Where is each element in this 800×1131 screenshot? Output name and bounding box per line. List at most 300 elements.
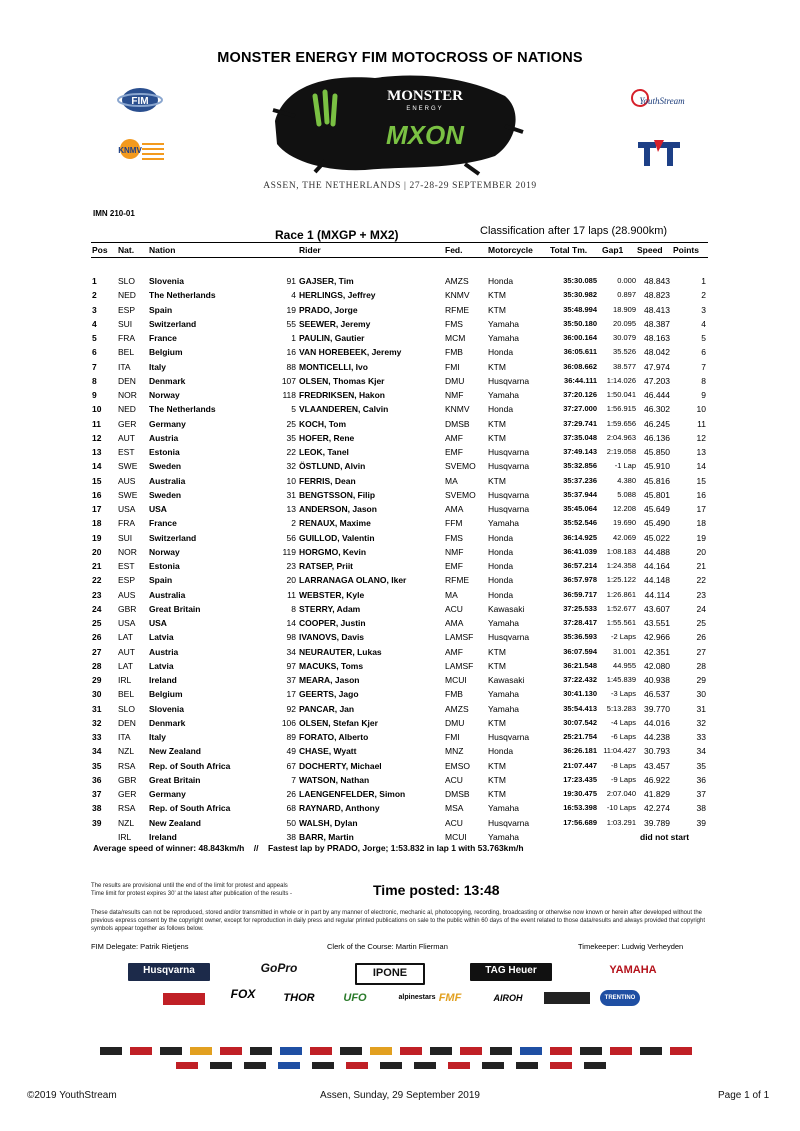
- cell-speed: 45.649: [644, 504, 670, 514]
- knmv-logo: [118, 137, 168, 173]
- cell-fed: KNMV: [445, 404, 470, 415]
- cell-points: 17: [696, 504, 706, 514]
- cell-nat: NED: [118, 404, 136, 415]
- cell-nation: Belgium: [149, 347, 183, 358]
- cell-rider: OLSEN, Thomas Kjer: [299, 375, 385, 386]
- sponsor-fox: FOX: [230, 987, 256, 1001]
- header-points: Points: [673, 245, 699, 255]
- header-total-time: Total Tm.: [550, 245, 588, 255]
- cell-rider: STERRY, Adam: [299, 603, 361, 614]
- sponsor-mini-logo: [380, 1062, 402, 1069]
- header-speed: Speed: [637, 245, 663, 255]
- cell-motorcycle: Husqvarna: [488, 489, 530, 500]
- sponsor-mini-logo: [516, 1062, 538, 1069]
- cell-nation: New Zealand: [149, 746, 201, 757]
- cell-nat: RSA: [118, 803, 136, 814]
- sponsor-husqvarna: Husqvarna: [128, 963, 210, 981]
- cell-rider: HOFER, Rene: [299, 432, 355, 443]
- cell-number: 13: [286, 504, 296, 514]
- clerk-of-course: Clerk of the Course: Martin Flierman: [327, 942, 448, 951]
- cell-motorcycle: Yamaha: [488, 689, 520, 700]
- table-row: [0, 687, 800, 701]
- table-row: [0, 673, 800, 687]
- table-row: [0, 588, 800, 602]
- cell-motorcycle: Honda: [488, 746, 514, 757]
- cell-gap: 30.079: [613, 333, 636, 342]
- cell-fed: AMF: [445, 432, 463, 443]
- cell-gap: -6 Laps: [610, 732, 636, 741]
- cell-nation: Austria: [149, 432, 179, 443]
- cell-pos: 24: [92, 603, 102, 614]
- cell-rider: DOCHERTY, Michael: [299, 760, 382, 771]
- cell-pos: 5: [92, 333, 97, 343]
- cell-pos: 6: [92, 347, 97, 358]
- cell-pos: 15: [92, 475, 102, 486]
- cell-speed: 44.148: [644, 575, 670, 586]
- cell-rider: KOCH, Tom: [299, 418, 347, 429]
- cell-nation: The Netherlands: [149, 290, 216, 301]
- cell-motorcycle: KTM: [488, 418, 506, 429]
- sponsor-mini-logo: [490, 1047, 512, 1055]
- cell-gap: 1:56.915: [606, 404, 636, 414]
- cell-points: 20: [696, 546, 706, 557]
- table-row: [0, 516, 800, 530]
- cell-gap: 1:25.122: [606, 575, 636, 585]
- cell-pos: 17: [92, 504, 102, 514]
- cell-speed: 45.801: [644, 489, 670, 500]
- cell-fed: ACU: [445, 817, 463, 828]
- average-speed-line: Average speed of winner: 48.843km/h // Fastest lap by PRADO, Jorge; 1:53.832 in lap 1 with 53.763km/h: [93, 843, 524, 853]
- cell-fed: MSA: [445, 803, 464, 814]
- cell-nat: AUT: [118, 432, 135, 443]
- cell-total-time: 36:00.164: [563, 333, 597, 342]
- cell-number: 67: [286, 760, 296, 771]
- table-row: [0, 445, 800, 459]
- table-row: [0, 345, 800, 359]
- cell-fed: AMA: [445, 618, 464, 628]
- cell-gap: 1:08.183: [606, 546, 636, 556]
- cell-total-time: 36:57.978: [563, 575, 597, 585]
- fim-logo: [117, 85, 163, 115]
- monster-wordmark: MONSTER: [387, 88, 463, 104]
- cell-motorcycle: KTM: [488, 646, 506, 657]
- cell-points: 12: [696, 432, 706, 443]
- cell-number: 31: [286, 489, 296, 500]
- cell-gap: 42.069: [613, 532, 636, 542]
- cell-nation: Switzerland: [149, 532, 197, 543]
- cell-rider: WALSH, Dylan: [299, 817, 358, 828]
- cell-total-time: 37:28.417: [563, 618, 597, 627]
- table-row: [0, 559, 800, 573]
- cell-motorcycle: Honda: [488, 589, 514, 600]
- cell-rider: VLAANDEREN, Calvin: [299, 404, 389, 415]
- cell-pos: 7: [92, 361, 97, 372]
- cell-pos: 39: [92, 817, 102, 828]
- cell-motorcycle: Yamaha: [488, 803, 520, 814]
- table-row: [0, 645, 800, 659]
- table-row: [0, 659, 800, 673]
- cell-nation: Norway: [149, 546, 180, 557]
- cell-number: 8: [291, 603, 296, 614]
- sponsor-mini-logo: [176, 1062, 198, 1069]
- cell-number: 88: [286, 361, 296, 372]
- sponsor-mini-logo: [280, 1047, 302, 1055]
- cell-total-time: 36:26.181: [563, 746, 597, 756]
- sponsor-mini-logo: [482, 1062, 504, 1069]
- cell-speed: 39.770: [644, 703, 670, 714]
- cell-total-time: 19:30.475: [563, 789, 597, 798]
- cell-number: 38: [286, 831, 296, 842]
- table-row: [0, 402, 800, 416]
- footer-copyright: ©2019 YouthStream: [27, 1090, 117, 1101]
- table-row: [0, 602, 800, 616]
- table-row: [0, 801, 800, 815]
- cell-number: 4: [291, 290, 296, 301]
- cell-gap: -9 Laps: [610, 774, 636, 784]
- cell-pos: 35: [92, 760, 102, 771]
- cell-rider: ANDERSON, Jason: [299, 504, 377, 514]
- cell-total-time: 37:35.048: [563, 432, 597, 442]
- cell-fed: EMF: [445, 561, 463, 571]
- cell-total-time: 36:08.662: [563, 361, 597, 371]
- cell-speed: 42.080: [644, 660, 670, 671]
- cell-pos: 21: [92, 561, 102, 571]
- cell-motorcycle: Kawasaki: [488, 675, 525, 685]
- cell-rider: CHASE, Wyatt: [299, 746, 357, 757]
- cell-pos: 34: [92, 746, 102, 757]
- cell-motorcycle: Yamaha: [488, 831, 520, 842]
- cell-gap: 1:14.026: [606, 375, 636, 385]
- cell-motorcycle: Honda: [488, 561, 514, 571]
- table-row: [0, 787, 800, 801]
- cell-gap: -3 Laps: [610, 689, 636, 699]
- cell-fed: LAMSF: [445, 660, 474, 671]
- cell-number: 23: [286, 561, 296, 571]
- cell-nation: Rep. of South Africa: [149, 803, 231, 814]
- cell-nation: Spain: [149, 304, 173, 315]
- cell-fed: EMF: [445, 447, 463, 457]
- sponsor-strip-row3: [100, 1045, 700, 1057]
- table-row: [0, 744, 800, 758]
- cell-pos: 19: [92, 532, 102, 543]
- cell-number: 68: [286, 803, 296, 814]
- cell-pos: 23: [92, 589, 102, 600]
- sponsor-mini-logo: [550, 1047, 572, 1055]
- cell-speed: 42.966: [644, 632, 670, 643]
- cell-fed: FMI: [445, 732, 460, 742]
- cell-nation: The Netherlands: [149, 404, 216, 415]
- cell-fed: NMF: [445, 390, 464, 400]
- cell-fed: MCM: [445, 333, 466, 343]
- table-row: [0, 274, 800, 288]
- cell-number: 19: [286, 304, 296, 315]
- cell-gap: 1:45.839: [606, 675, 636, 684]
- mxon-logo: [265, 66, 525, 176]
- cell-motorcycle: KTM: [488, 660, 506, 671]
- header-nation: Nation: [149, 245, 176, 255]
- cell-pos: 30: [92, 689, 102, 700]
- cell-points: 1: [701, 276, 706, 286]
- cell-nat: SLO: [118, 276, 136, 286]
- cell-rider: RENAUX, Maxime: [299, 518, 371, 529]
- cell-total-time: 35:52.546: [563, 518, 597, 528]
- cell-nat: ITA: [118, 732, 131, 742]
- cell-rider: BARR, Martin: [299, 831, 354, 842]
- energy-wordmark: ENERGY: [406, 106, 444, 112]
- cell-rider: FERRIS, Dean: [299, 475, 356, 486]
- cell-motorcycle: Husqvarna: [488, 504, 530, 514]
- cell-fed: FMB: [445, 347, 463, 358]
- cell-pos: 10: [92, 404, 102, 415]
- footer-date: Assen, Sunday, 29 September 2019: [320, 1090, 480, 1101]
- sponsor-mini-logo: [520, 1047, 542, 1055]
- table-row: [0, 773, 800, 787]
- cell-total-time: 21:07.447: [563, 760, 597, 770]
- cell-motorcycle: KTM: [488, 789, 506, 799]
- cell-number: 55: [286, 318, 296, 329]
- cell-total-time: 36:05.611: [563, 347, 597, 357]
- fim-logo-text: FIM: [131, 96, 149, 107]
- cell-points: 33: [696, 732, 706, 742]
- table-row: [0, 816, 800, 830]
- cell-number: 119: [282, 546, 296, 557]
- table-row: [0, 545, 800, 559]
- cell-nat: BEL: [118, 689, 135, 700]
- cell-fed: SVEMO: [445, 489, 476, 500]
- cell-fed: AMF: [445, 646, 463, 657]
- cell-nation: Germany: [149, 789, 186, 799]
- cell-nation: Sweden: [149, 489, 182, 500]
- cell-number: 89: [286, 732, 296, 742]
- cell-nation: Austria: [149, 646, 179, 657]
- cell-points: 31: [696, 703, 706, 714]
- cell-motorcycle: Yamaha: [488, 318, 520, 329]
- cell-gap: -8 Laps: [610, 760, 636, 770]
- cell-number: 22: [286, 447, 296, 457]
- sponsor-mini-logo: [244, 1062, 266, 1069]
- cell-rider: FREDRIKSEN, Hakon: [299, 390, 385, 400]
- cell-fed: MCUI: [445, 831, 467, 842]
- cell-total-time: 30:41.130: [563, 689, 597, 699]
- cell-pos: 25: [92, 618, 102, 628]
- cell-number: 20: [286, 575, 296, 586]
- cell-points: 10: [696, 404, 706, 415]
- cell-fed: FFM: [445, 518, 463, 529]
- cell-rider: FORATO, Alberto: [299, 732, 369, 742]
- sponsor-mini-logo: [100, 1047, 122, 1055]
- sponsor-mini-logo: [584, 1062, 606, 1069]
- cell-motorcycle: Husqvarna: [488, 817, 530, 828]
- cell-fed: MA: [445, 589, 458, 600]
- cell-motorcycle: KTM: [488, 774, 506, 785]
- cell-motorcycle: Honda: [488, 276, 514, 286]
- cell-points: 7: [701, 361, 706, 372]
- cell-total-time: 37:25.533: [563, 603, 597, 613]
- cell-fed: DMU: [445, 375, 465, 386]
- sponsor-mini-logo: [220, 1047, 242, 1055]
- cell-gap: 18.909: [613, 304, 636, 314]
- cell-rider: HERLINGS, Jeffrey: [299, 290, 376, 301]
- cell-rider: ÖSTLUND, Alvin: [299, 461, 366, 472]
- cell-points: 28: [696, 660, 706, 671]
- cell-motorcycle: KTM: [488, 760, 506, 771]
- cell-speed: 45.816: [644, 475, 670, 486]
- cell-total-time: 17:23.435: [563, 774, 597, 784]
- cell-rider: HORGMO, Kevin: [299, 546, 367, 557]
- event-subtitle: ASSEN, THE NETHERLANDS | 27-28-29 SEPTEMBER 2019: [263, 181, 537, 191]
- cell-speed: 46.922: [644, 774, 670, 785]
- cell-pos: 29: [92, 675, 102, 685]
- cell-fed: RFME: [445, 304, 470, 315]
- cell-pos: 38: [92, 803, 102, 814]
- cell-fed: ACU: [445, 603, 463, 614]
- cell-gap: -1 Lap: [614, 461, 636, 471]
- table-row: [0, 303, 800, 317]
- provisional-note-1: The results are provisional until the end of the limit for protest and appeals: [91, 883, 288, 889]
- cell-speed: 44.016: [644, 717, 670, 728]
- cell-points: 8: [701, 375, 706, 386]
- footer-page: Page 1 of 1: [718, 1090, 770, 1101]
- cell-pos: 12: [92, 432, 102, 443]
- cell-rider: COOPER, Justin: [299, 618, 366, 628]
- time-posted: Time posted: 13:48: [373, 882, 500, 898]
- sponsor-ipone: IPONE: [355, 963, 425, 985]
- cell-speed: 48.387: [644, 318, 670, 329]
- cell-nat: FRA: [118, 518, 135, 529]
- cell-total-time: 35:48.994: [563, 304, 597, 314]
- cell-speed: 40.938: [644, 675, 670, 685]
- sponsor-mini-logo: [580, 1047, 602, 1055]
- cell-fed: FMS: [445, 532, 463, 543]
- cell-points: 37: [696, 789, 706, 799]
- cell-nat: DEN: [118, 717, 136, 728]
- cell-nat: IRL: [118, 831, 132, 842]
- sponsor-mini-logo: [340, 1047, 362, 1055]
- cell-speed: 44.238: [644, 732, 670, 742]
- cell-total-time: 36:21.548: [563, 660, 597, 670]
- sponsor-mini-logo: [430, 1047, 452, 1055]
- cell-total-time: 17:56.689: [563, 817, 597, 827]
- sponsor-ufo: UFO: [343, 992, 367, 1004]
- cell-total-time: 36:44.111: [564, 375, 597, 385]
- mxon-wordmark: MXON: [386, 120, 464, 150]
- table-row: [0, 716, 800, 730]
- cell-speed: 44.114: [644, 589, 670, 600]
- cell-nation: Rep. of South Africa: [149, 760, 231, 771]
- cell-rider: WEBSTER, Kyle: [299, 589, 365, 600]
- cell-points: 21: [696, 561, 706, 571]
- sponsor-mini-logo: [160, 1047, 182, 1055]
- cell-rider: PAULIN, Gautier: [299, 333, 365, 343]
- table-row: [0, 331, 800, 345]
- cell-speed: 44.488: [644, 546, 670, 557]
- cell-fed: NMF: [445, 546, 464, 557]
- cell-points: 38: [696, 803, 706, 814]
- event-title: MONSTER ENERGY FIM MOTOCROSS OF NATIONS: [217, 50, 583, 66]
- cell-motorcycle: Honda: [488, 546, 514, 557]
- table-row: [0, 360, 800, 374]
- cell-speed: 43.457: [644, 760, 670, 771]
- cell-fed: ACU: [445, 774, 463, 785]
- sponsor-mini-logo: [414, 1062, 436, 1069]
- sponsor-strip-row4: [176, 1061, 626, 1071]
- cell-total-time: 37:22.432: [563, 675, 597, 684]
- cell-motorcycle: Yamaha: [488, 333, 520, 343]
- cell-nation: Latvia: [149, 632, 174, 643]
- cell-points: 32: [696, 717, 706, 728]
- cell-nat: EST: [118, 447, 135, 457]
- cell-nation: Spain: [149, 575, 173, 586]
- table-row: [0, 702, 800, 716]
- sponsor-mini-logo: [250, 1047, 272, 1055]
- sponsor-mini-logo: [278, 1062, 300, 1069]
- cell-total-time: 25:21.754: [563, 732, 597, 741]
- cell-total-time: 35:30.982: [563, 290, 597, 300]
- cell-number: 16: [286, 347, 296, 358]
- cell-rider: PANCAR, Jan: [299, 703, 355, 714]
- cell-speed: 45.022: [644, 532, 670, 543]
- cell-pos: 27: [92, 646, 102, 657]
- sponsor-tagheuer: TAG Heuer: [470, 963, 552, 981]
- cell-nation: Slovenia: [149, 703, 184, 714]
- cell-points: 13: [696, 447, 706, 457]
- cell-number: 34: [286, 646, 296, 657]
- cell-number: 118: [282, 390, 296, 400]
- cell-nat: USA: [118, 618, 136, 628]
- cell-fed: MA: [445, 475, 458, 486]
- cell-fed: MCUI: [445, 675, 467, 685]
- copyright-notice: These data/results can not be reproduced, stored and/or transmitted in whole or in part by any manner of electronic, mechanic al, photocopying, recording, broadcasting or otherwise now known or herein after developed without the previous express consent by the copyright owner, except for reproduction in daily press and regular printed publications on sale to the public within 60 days of the event related to those data/results and always provided that copyright symbols appear together as follows below.: [91, 910, 706, 932]
- cell-fed: AMA: [445, 504, 464, 514]
- cell-pos: 28: [92, 660, 102, 671]
- cell-speed: 39.789: [644, 817, 670, 828]
- cell-motorcycle: Husqvarna: [488, 375, 530, 386]
- cell-number: 14: [286, 618, 296, 628]
- cell-pos: 32: [92, 717, 102, 728]
- cell-nation: Great Britain: [149, 774, 201, 785]
- cell-motorcycle: Honda: [488, 404, 514, 415]
- cell-fed: AMZS: [445, 703, 469, 714]
- table-row: [0, 573, 800, 587]
- cell-total-time: 35:32.856: [563, 461, 597, 471]
- document-id: IMN 210-01: [93, 209, 135, 218]
- header-top-rule: [91, 242, 708, 243]
- header-bottom-rule: [91, 257, 708, 258]
- cell-speed: 44.164: [644, 561, 670, 571]
- cell-speed: 42.351: [644, 646, 670, 657]
- cell-pos: 9: [92, 390, 97, 400]
- cell-rider: MACUKS, Toms: [299, 660, 364, 671]
- cell-nat: NZL: [118, 817, 135, 828]
- cell-nation: Estonia: [149, 561, 180, 571]
- cell-nation: Italy: [149, 361, 167, 372]
- cell-rider: LARRANAGA OLANO, Iker: [299, 575, 407, 586]
- sponsor-tile-2: [544, 992, 590, 1004]
- cell-pos: 2: [92, 290, 97, 301]
- cell-number: 5: [291, 404, 296, 415]
- table-row: [0, 374, 800, 388]
- cell-motorcycle: KTM: [488, 361, 506, 372]
- cell-number: 35: [286, 432, 296, 443]
- cell-total-time: 35:37.236: [563, 475, 597, 485]
- cell-nat: ITA: [118, 361, 131, 372]
- cell-points: 11: [697, 418, 706, 429]
- cell-total-time: 35:45.064: [563, 504, 597, 513]
- cell-total-time: 35:36.593: [563, 632, 597, 642]
- table-row: [0, 317, 800, 331]
- table-row: [0, 417, 800, 431]
- cell-number: 91: [286, 276, 296, 286]
